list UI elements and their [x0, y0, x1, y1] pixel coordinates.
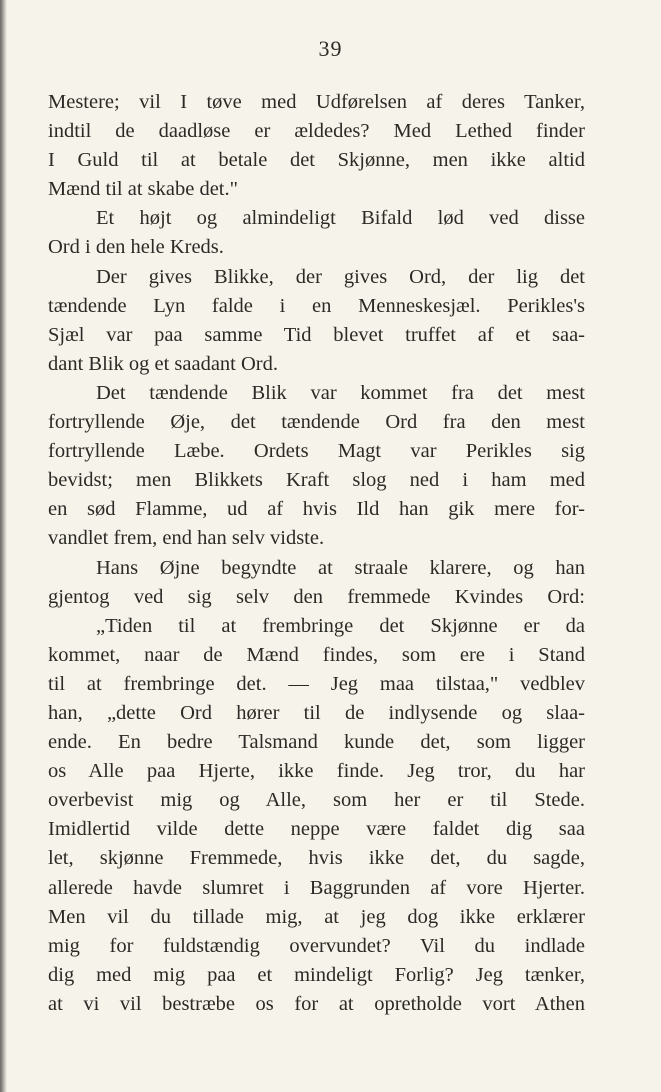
text-line: Men vil du tillade mig, at jeg dog ikke erklærer: [48, 905, 585, 928]
text-line: Hans Øjne begyndte at straale klarere, og han: [96, 556, 585, 579]
text-line: Et højt og almindeligt Bifald lød ved disse: [96, 207, 585, 230]
text-line: en sød Flamme, ud af hvis Ild han gik mere for-: [48, 498, 585, 521]
text-line: dig med mig paa et mindeligt Forlig? Jeg tænker,: [48, 963, 585, 986]
text-line: tændende Lyn falde i en Menneskesjæl. Perikles's: [48, 294, 585, 317]
page-number: 39: [318, 36, 343, 61]
text-line: bevidst; men Blikkets Kraft slog ned i ham med: [48, 469, 585, 492]
text-line: Ord i den hele Kreds.: [48, 236, 224, 259]
text-line: mig for fuldstændig overvundet? Vil du indlade: [48, 934, 585, 957]
text-line: allerede havde slumret i Baggrunden af vore Hjerter.: [48, 876, 585, 899]
text-line: Det tændende Blik var kommet fra det mest: [96, 381, 585, 404]
text-line: at vi vil bestræbe os for at opretholde vort Athen: [48, 992, 585, 1015]
text-line: dant Blik og et saadant Ord.: [48, 352, 279, 375]
text-line: fortryllende Læbe. Ordets Magt var Perikles sig: [48, 440, 585, 463]
text-line: til at frembringe det. — Jeg maa tilstaa," vedblev: [48, 672, 585, 695]
text-line: fortryllende Øje, det tændende Ord fra den mest: [48, 411, 585, 434]
text-line: ende. En bedre Talsmand kunde det, som ligger: [48, 731, 585, 754]
body-text: [48, 88, 585, 1019]
text-line: vandlet frem, end han selv vidste.: [48, 527, 325, 550]
text-line: overbevist mig og Alle, som her er til Stede.: [48, 789, 585, 812]
text-line: Mænd til at skabe det.": [48, 178, 238, 201]
page-binding-edge: [0, 0, 7, 1092]
text-line: indtil de daadløse er ældedes? Med Lethed finder: [48, 120, 585, 143]
text-line: kommet, naar de Mænd findes, som ere i Stand: [48, 643, 585, 666]
text-line: os Alle paa Hjerte, ikke finde. Jeg tror, du har: [48, 760, 585, 783]
text-line: Sjæl var paa samme Tid blevet truffet af et saa-: [48, 323, 585, 346]
text-line: „Tiden til at frembringe det Skjønne er da: [96, 614, 585, 637]
text-line: Der gives Blikke, der gives Ord, der lig det: [96, 265, 585, 288]
text-line: gjentog ved sig selv den fremmede Kvindes Ord:: [48, 585, 585, 608]
text-line: I Guld til at betale det Skjønne, men ikke altid: [48, 149, 585, 172]
text-line: han, „dette Ord hører til de indlysende og slaa-: [48, 701, 585, 724]
text-line: let, skjønne Fremmede, hvis ikke det, du sagde,: [48, 847, 585, 870]
text-line: Imidlertid vilde dette neppe være faldet dig saa: [48, 818, 585, 841]
text-line: Mestere; vil I tøve med Udførelsen af deres Tanker,: [48, 91, 585, 113]
